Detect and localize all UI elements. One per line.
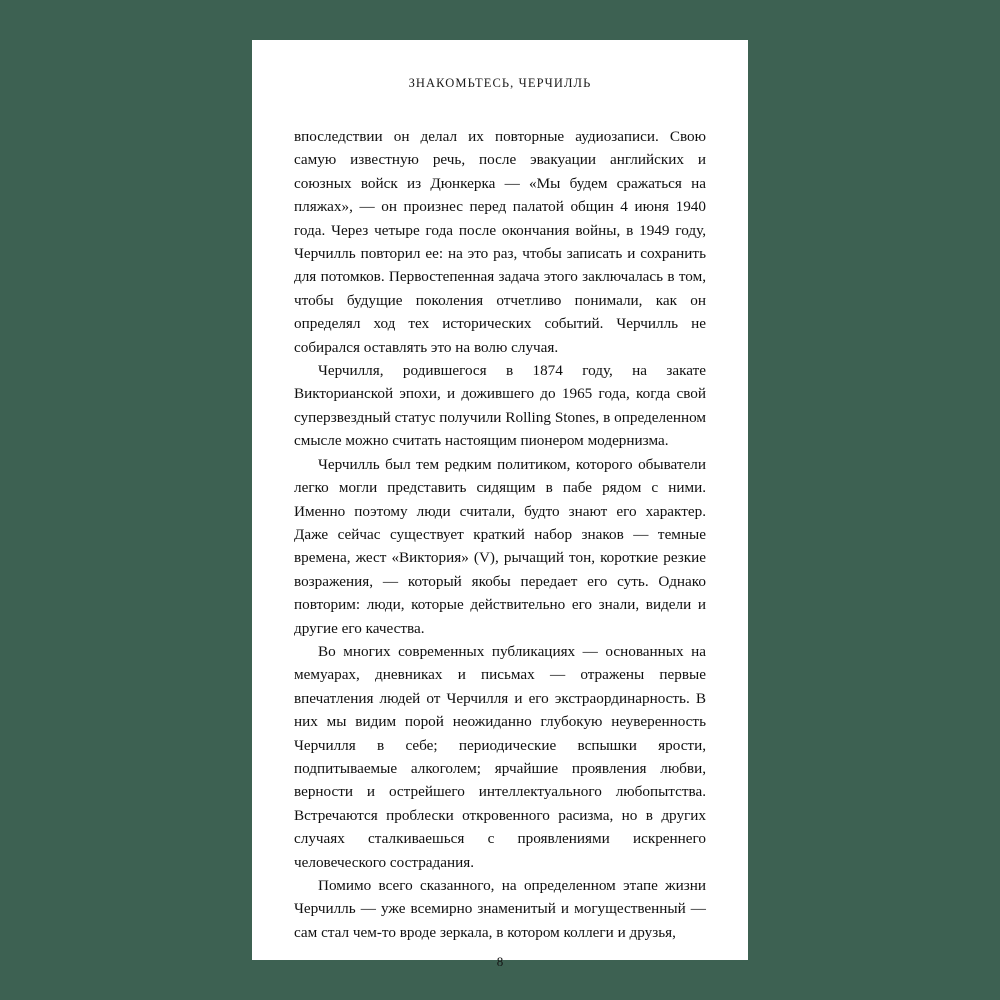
page-number: 8 <box>496 954 504 970</box>
book-page <box>252 40 748 970</box>
paragraph: впоследствии он делал их повторные аудиозаписи. Свою самую известную речь, после эвакуации английских и союзных войск из Дюнкерка — «Мы будем сражаться на пляжах», — он произнес перед палатой общин 4 июня 1940 года. Через четыре года после окончания войны, в 1949 году, Черчилль повторил ее: на это раз, чтобы записать и сохранить для потомков. Первостепенная задача этого заключалась в том, чтобы будущие поколения отчетливо понимали, как он определял ход тех исторических событий. Черчилль не собирался оставлять это на волю случая. <box>294 128 706 356</box>
paragraph: Черчилль был тем редким политиком, которого обыватели легко могли представить сидящим в пабе рядом с ними. Именно поэтому люди считали, будто знают его характер. Даже сейчас существует краткий набор знаков — темные времена, жест «Виктория» (V), рычащий тон, короткие резкие возражения, — который якобы передает его суть. Однако повторим: люди, которые действительно его знали, видели и другие его качества. <box>294 455 706 637</box>
paragraph: Во многих современных публикациях — основанных на мемуарах, дневниках и письмах — отражены первые впечатления людей от Черчилля и его экстраординарность. В них мы видим порой неожиданно глубокую неуверенность Черчилля в себе; периодические вспышки ярости, подпитываемые алкоголем; ярчайшие проявления любви, верности и острейшего интеллектуального любопытства. Встречаются проблески откровенного расизма, но в других случаях сталкиваешься с проявлениями искреннего человеческого сострадания. <box>294 642 706 871</box>
running-head: ЗНАКОМЬТЕСЬ, ЧЕРЧИЛЛЬ <box>408 76 592 90</box>
paragraph: Помимо всего сказанного, на определенном этапе жизни Черчилль — уже всемирно знаменитый и могущественный — сам стал чем-то вроде зеркала, в котором коллеги и друзья, <box>294 877 706 941</box>
paragraph: Черчилля, родившегося в 1874 году, на закате Викторианской эпохи, и дожившего до 1965 года, когда свой суперзвездный статус получили Rolling Stones, в определенном смысле можно считать настоящим пионером модернизма. <box>294 362 706 450</box>
page-body <box>294 125 706 944</box>
